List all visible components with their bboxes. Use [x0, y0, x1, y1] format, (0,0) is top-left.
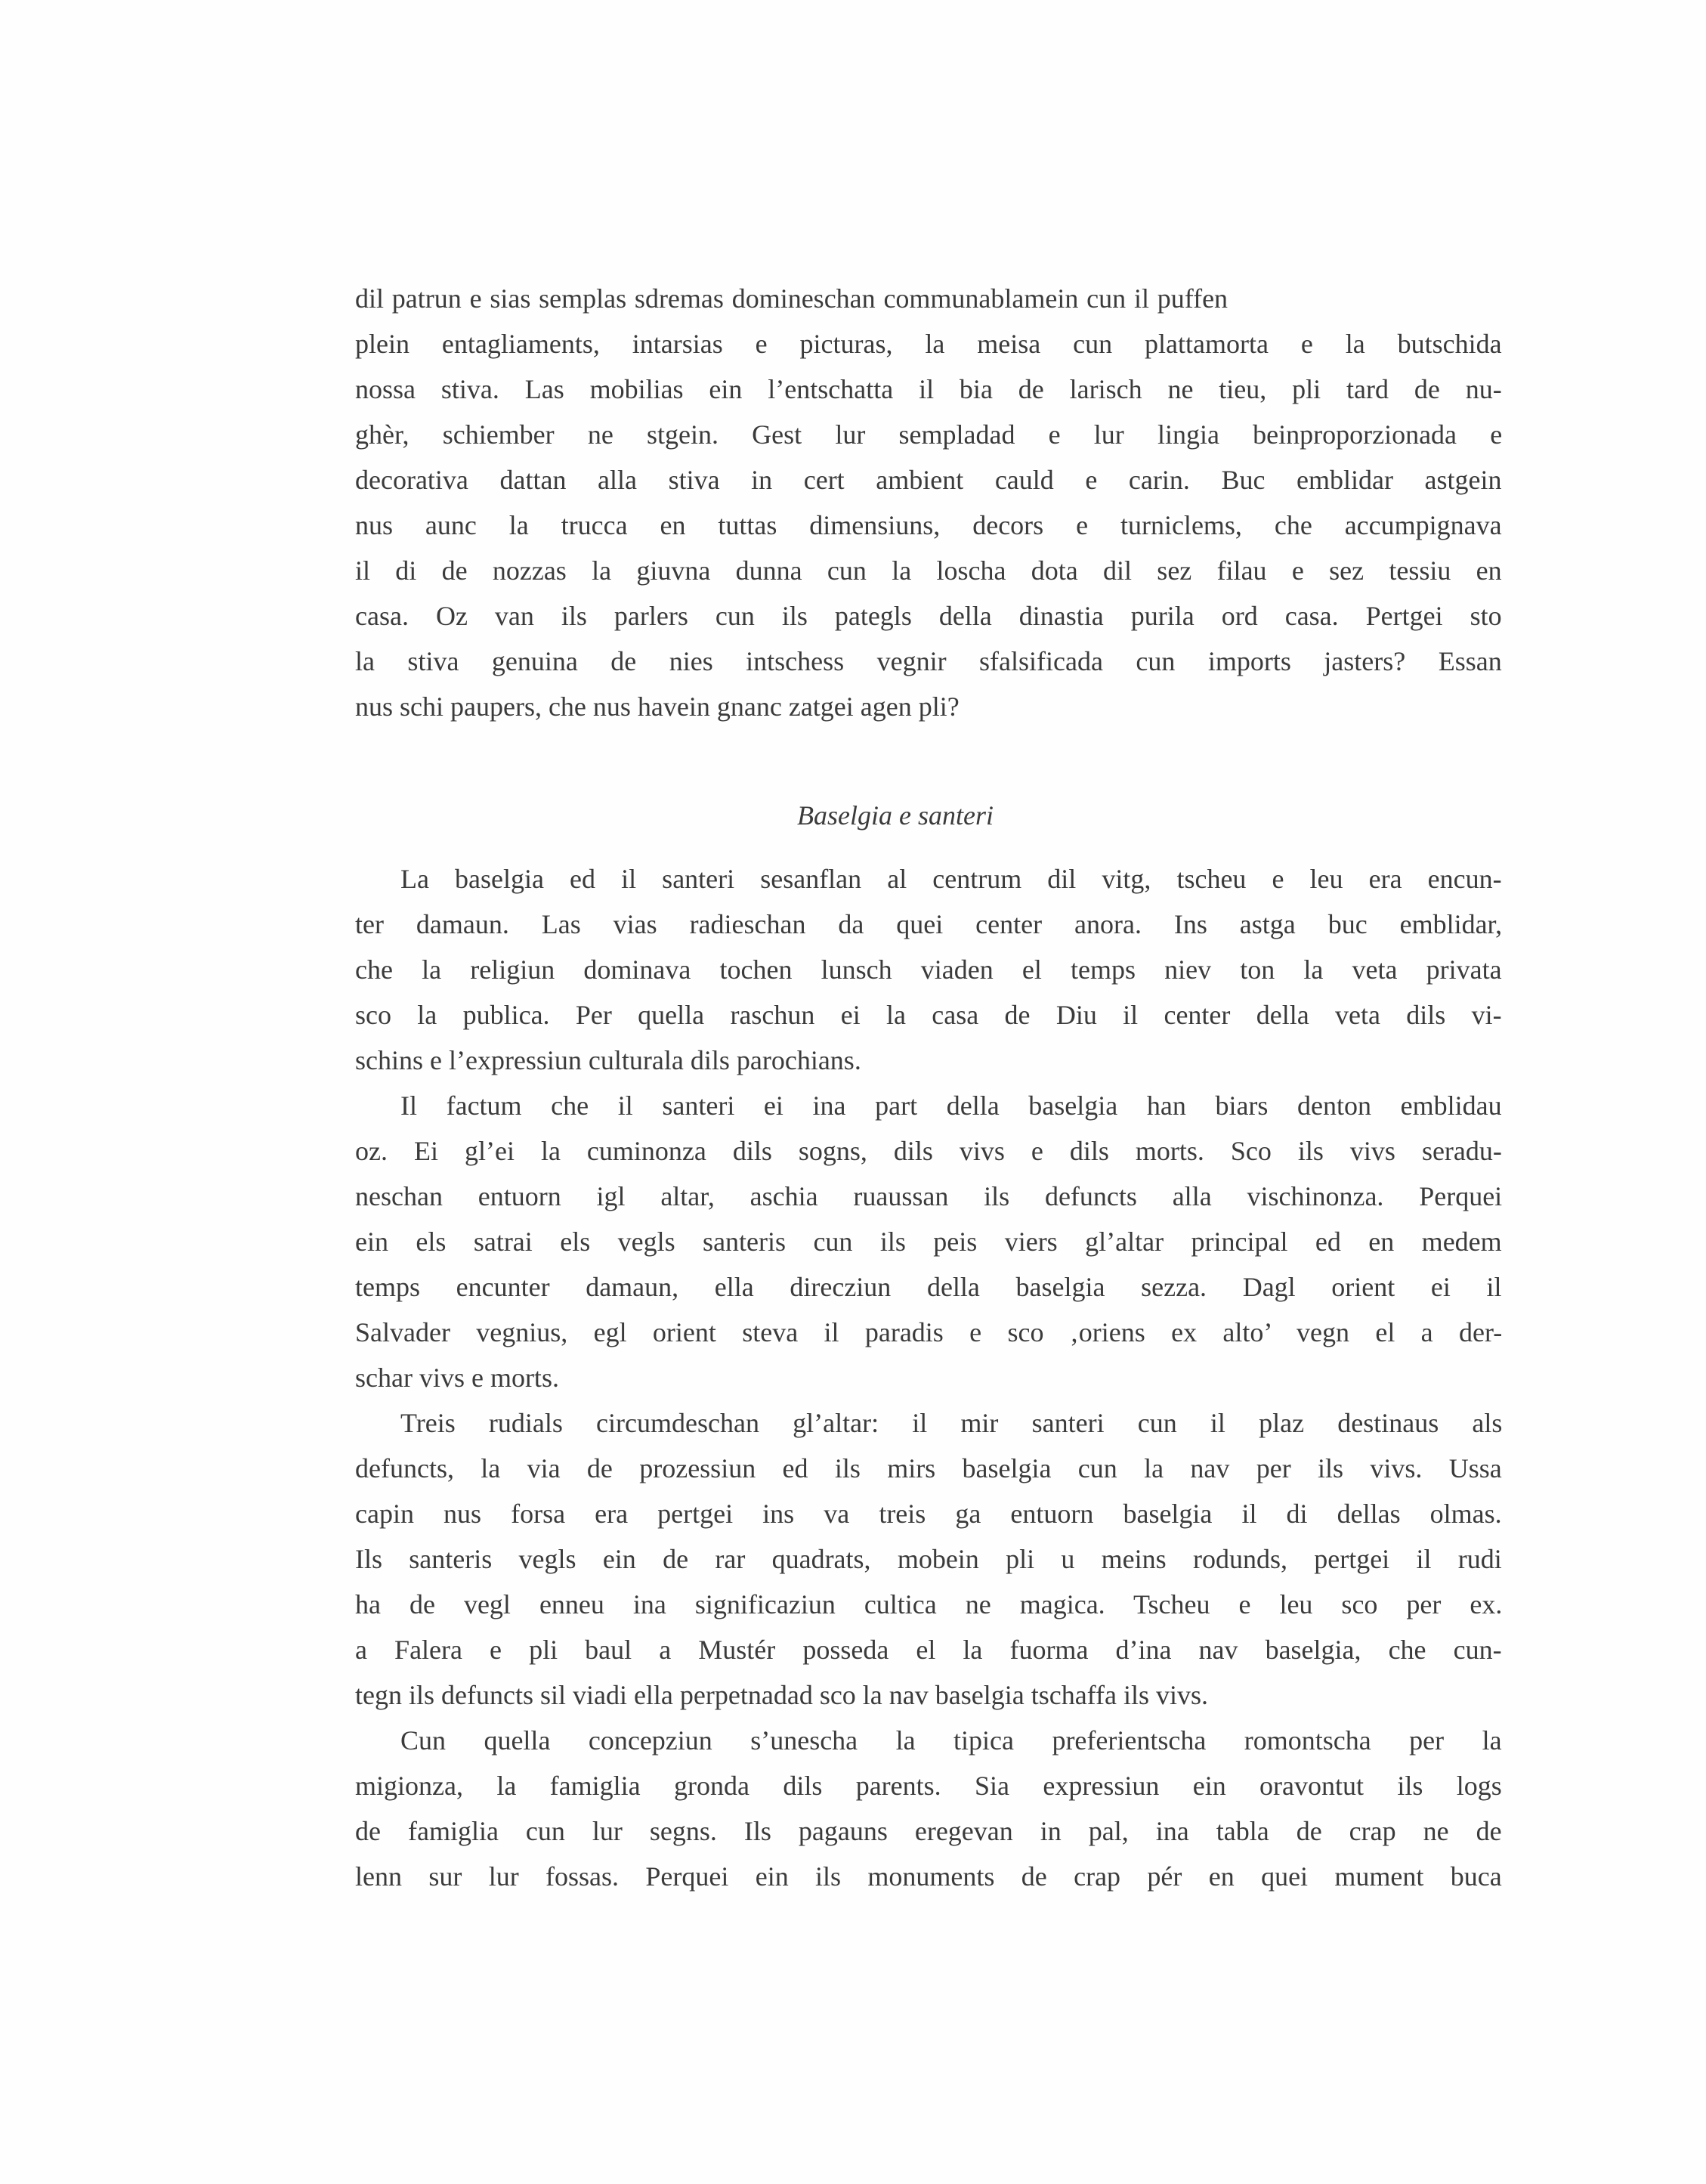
- text-line: schar vivs e morts.: [355, 1363, 559, 1393]
- text-line: lenn sur lur fossas. Perquei ein ils monuments de crap pér en quei mument buca: [355, 1861, 1502, 1892]
- text-line: nus schi paupers, che nus havein gnanc zatgei agen pli?: [355, 691, 960, 722]
- text-line: dil patrun e sias semplas sdremas domineschan communablamein cun il puffen: [355, 283, 1229, 314]
- text-line: che la religiun dominava tochen lunsch viaden el temps niev ton la veta privata: [355, 954, 1502, 985]
- text-line: nus aunc la trucca en tuttas dimensiuns, decors e turniclems, che accumpignava: [355, 510, 1502, 540]
- text-line: ghèr, schiember ne stgein. Gest lur sempladad e lur lingia beinproporzionada e: [355, 419, 1503, 450]
- text-line: schins e l’expressiun culturala dils parochians.: [355, 1045, 861, 1075]
- text-line: defuncts, la via de prozessiun ed ils mirs baselgia cun la nav per ils vivs. Ussa: [355, 1453, 1502, 1483]
- text-line: a Falera e pli baul a Mustér posseda el la fuorma d’ina nav baselgia, che cun-: [355, 1635, 1502, 1665]
- text-line: la stiva genuina de nies intschess vegnir sfalsificada cun imports jasters? Essan: [355, 646, 1502, 676]
- text-line: plein entagliaments, intarsias e picturas, la meisa cun plattamorta e la butschida: [355, 329, 1502, 359]
- text-line: nossa stiva. Las mobilias ein l’entschatta il bia de larisch ne tieu, pli tard de nu-: [355, 374, 1502, 404]
- text-line: decorativa dattan alla stiva in cert ambient cauld e carin. Buc emblidar astgein: [355, 465, 1502, 495]
- section-heading: Baselgia e santeri: [797, 800, 994, 831]
- text-line: ein els satrai els vegls santeris cun ils peis viers gl’altar principal ed en medem: [355, 1227, 1502, 1257]
- text-line: ha de vegl enneu ina significaziun cultica ne magica. Tscheu e leu sco per ex.: [355, 1589, 1503, 1619]
- text-line: tegn ils defuncts sil viadi ella perpetnadad sco la nav baselgia tschaffa ils vivs.: [355, 1680, 1209, 1710]
- text-line: casa. Oz van ils parlers cun ils pategls della dinastia purila ord casa. Pertgei sto: [355, 601, 1502, 631]
- text-line: La baselgia ed il santeri sesanflan al centrum dil vitg, tscheu e leu era encun-: [400, 864, 1502, 894]
- text-line: capin nus forsa era pertgei ins va treis ga entuorn baselgia il di dellas olmas.: [355, 1499, 1502, 1529]
- text-line: Cun quella concepziun s’unescha la tipica preferientscha romontscha per la: [400, 1725, 1502, 1756]
- text-line: sco la publica. Per quella raschun ei la casa de Diu il center della veta dils vi-: [355, 1000, 1502, 1030]
- text-line: de famiglia cun lur segns. Ils pagauns eregevan in pal, ina tabla de crap ne de: [355, 1816, 1502, 1846]
- text-line: temps encunter damaun, ella direcziun della baselgia sezza. Dagl orient ei il: [355, 1272, 1502, 1302]
- text-line: ter damaun. Las vias radieschan da quei center anora. Ins astga buc emblidar,: [355, 909, 1503, 939]
- text-line: Treis rudials circumdeschan gl’altar: il mir santeri cun il plaz destinaus als: [400, 1408, 1503, 1438]
- text-line: il di de nozzas la giuvna dunna cun la loscha dota dil sez filau e sez tessiu en: [355, 555, 1502, 586]
- text-line: neschan entuorn igl altar, aschia ruaussan ils defuncts alla vischinonza. Perquei: [355, 1181, 1503, 1211]
- text-line: migionza, la famiglia gronda dils parents. Sia expressiun ein oravontut ils logs: [355, 1771, 1502, 1801]
- text-line: Salvader vegnius, egl orient steva il paradis e sco ‚oriens ex alto’ vegn el a der-: [355, 1317, 1503, 1347]
- text-line: oz. Ei gl’ei la cuminonza dils sogns, dils vivs e dils morts. Sco ils vivs seradu-: [355, 1136, 1502, 1166]
- text-line: Il factum che il santeri ei ina part della baselgia han biars denton emblidau: [400, 1090, 1502, 1121]
- text-line: Ils santeris vegls ein de rar quadrats, mobein pli u meins rodunds, pertgei il rudi: [355, 1544, 1502, 1574]
